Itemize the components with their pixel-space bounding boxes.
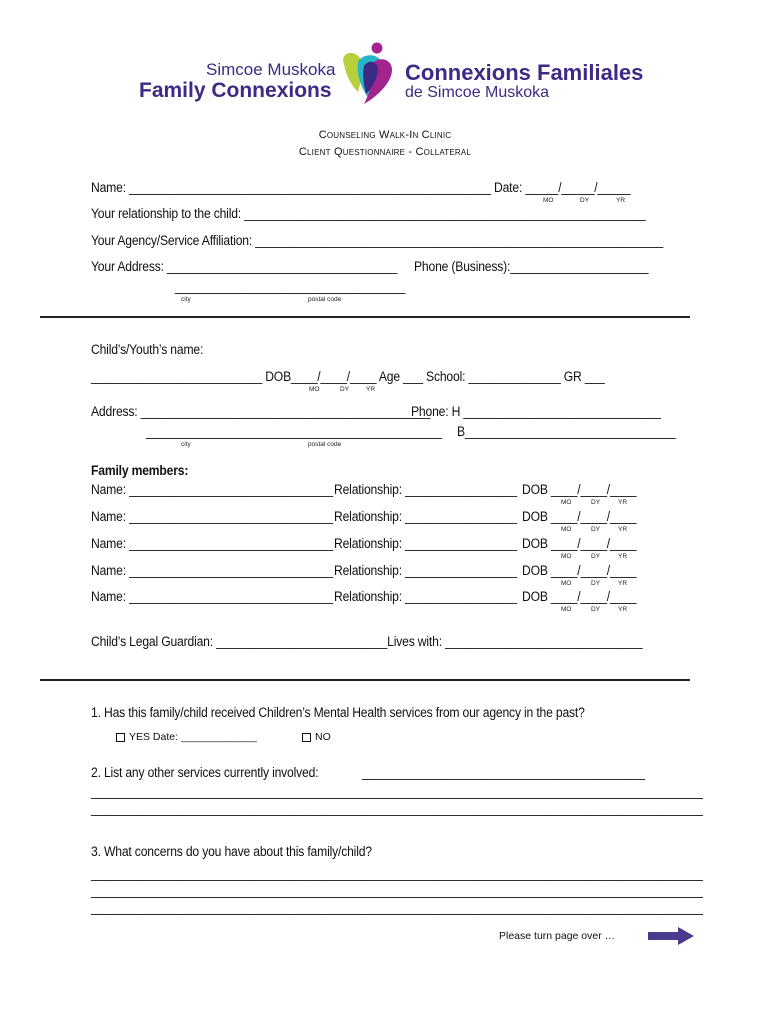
child-address-line2[interactable]: _____________________________________________ [146,424,442,439]
collateral-address-field[interactable]: Your Address: ___________________________________ [91,259,398,274]
collateral-date-field[interactable]: Date: _____/_____/_____ [494,180,631,195]
section-divider [40,316,690,318]
child-city-label: city [181,441,191,448]
section-divider [40,679,690,681]
family-member-name-field[interactable]: Name: _______________________________ [91,563,333,578]
date-year-label: YR [616,197,626,204]
dob-day-label: DY [591,580,601,587]
business-phone-field[interactable]: Phone (Business):_____________________ [414,259,649,274]
collateral-name-field[interactable]: Name: _______________________________________________________ [91,180,491,195]
question-3-text: 3. What concerns do you have about this family/child? [91,844,372,859]
dob-month-label: MO [561,606,572,613]
logo-french-line2: de Simcoe Muskoka [405,84,550,101]
family-member-name-field[interactable]: Name: _______________________________ [91,482,333,497]
question-2-answer-line[interactable]: ___________________________________________ [362,765,645,780]
dob-month-label: MO [561,580,572,587]
family-member-name-field[interactable]: Name: _______________________________ [91,509,333,524]
dob-year-label: YR [618,499,628,506]
family-member-relationship-field[interactable]: Relationship: _________________ [334,536,517,551]
family-member-dob-field[interactable]: DOB ____/____/____ [522,589,637,604]
logo-french-line1: Connexions Familiales [405,60,644,85]
family-member-relationship-field[interactable]: Relationship: _________________ [334,509,517,524]
family-member-dob-field[interactable]: DOB ____/____/____ [522,563,637,578]
postal-code-label: postal code [308,296,342,303]
page-title: Counseling Walk-In Clinic [318,129,452,141]
family-member-dob-field[interactable]: DOB ____/____/____ [522,482,637,497]
logo-english-line2: Family Connexions [139,79,332,102]
yes-label: YES Date: _____________ [129,731,257,743]
family-member-relationship-field[interactable]: Relationship: _________________ [334,563,517,578]
question-3-answer-line[interactable]: _____________________________________________________________________________________________ [91,883,703,898]
heart-logo-icon [338,42,398,108]
yes-option[interactable] [116,731,257,743]
dob-month-label: MO [561,526,572,533]
family-member-relationship-field[interactable]: Relationship: _________________ [334,589,517,604]
dob-day-label: DY [591,606,601,613]
relationship-field[interactable]: Your relationship to the child: _____________________________________________________________ [91,206,646,221]
dob-day-label: DY [591,553,601,560]
collateral-address-line2[interactable]: ___________________________________ [175,279,406,294]
legal-guardian-field[interactable]: Child’s Legal Guardian: __________________________Lives with: ______________________________ [91,634,643,649]
dob-year-label: YR [618,526,628,533]
child-phone-business-field[interactable]: B________________________________ [457,424,676,439]
turn-page-note: Please turn page over … [499,930,616,942]
child-phone-home-field[interactable]: Phone: H ______________________________ [411,404,661,419]
family-member-name-field[interactable]: Name: _______________________________ [91,536,333,551]
question-2-answer-line[interactable]: _____________________________________________________________________________________________ [91,801,703,816]
child-address-field[interactable]: Address: ____________________________________________ [91,404,431,419]
child-dob-month-label: MO [309,386,320,393]
no-option[interactable] [302,731,331,743]
dob-year-label: YR [618,606,628,613]
question-3-answer-line[interactable]: _____________________________________________________________________________________________ [91,900,703,915]
right-arrow-icon [648,927,694,945]
city-label: city [181,296,191,303]
family-member-relationship-field[interactable]: Relationship: _________________ [334,482,517,497]
family-member-dob-field[interactable]: DOB ____/____/____ [522,536,637,551]
child-dob-year-label: YR [366,386,376,393]
date-month-label: MO [543,197,554,204]
logo-english-line1: Simcoe Muskoka [206,60,336,79]
dob-day-label: DY [591,526,601,533]
child-postal-code-label: postal code [308,441,342,448]
dob-year-label: YR [618,580,628,587]
dob-year-label: YR [618,553,628,560]
dob-month-label: MO [561,499,572,506]
no-label: NO [315,731,331,743]
dob-day-label: DY [591,499,601,506]
question-3-answer-line[interactable]: _____________________________________________________________________________________________ [91,866,703,881]
family-members-heading: Family members: [91,463,189,478]
question-1-text: 1. Has this family/child received Children’s Mental Health services from our agency in the past? [91,705,585,720]
family-member-name-field[interactable]: Name: _______________________________ [91,589,333,604]
dob-month-label: MO [561,553,572,560]
child-name-dob-field[interactable]: __________________________ DOB____/____/____ Age ___ School: ______________ GR ___ [91,369,605,384]
child-dob-day-label: DY [340,386,350,393]
family-member-dob-field[interactable]: DOB ____/____/____ [522,509,637,524]
no-checkbox[interactable] [302,733,311,742]
child-name-label: Child’s/Youth’s name: [91,342,204,357]
question-2-text: 2. List any other services currently involved: [91,765,319,780]
date-day-label: DY [580,197,590,204]
agency-field[interactable]: Your Agency/Service Affiliation: ______________________________________________________________ [91,233,664,248]
question-2-answer-line[interactable]: _____________________________________________________________________________________________ [91,784,703,799]
yes-checkbox[interactable] [116,733,125,742]
page-subtitle: Client Questionnaire - Collateral [298,146,472,158]
